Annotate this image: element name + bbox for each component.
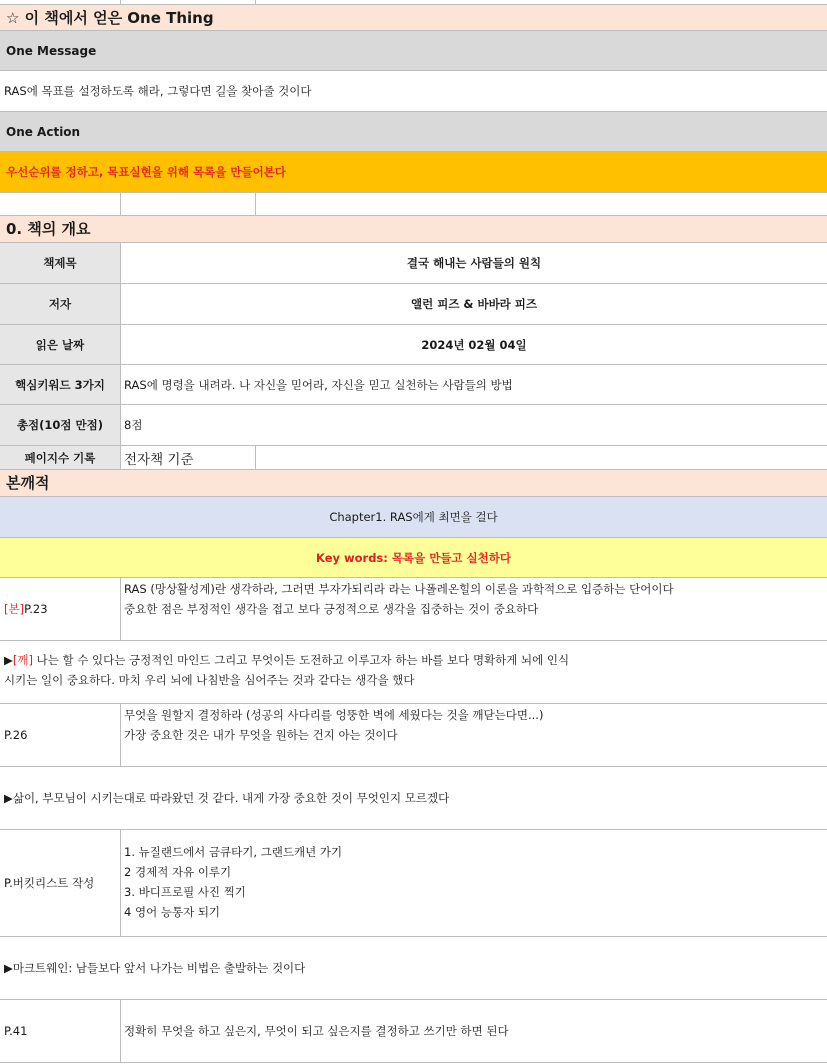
one-message-text-row[interactable] bbox=[0, 71, 827, 112]
entry-page: P.41 bbox=[4, 1024, 28, 1038]
reflection-arrow: ▶ bbox=[4, 653, 13, 667]
entry-row bbox=[0, 1000, 827, 1063]
entry-row bbox=[0, 704, 827, 767]
one-message-label: One Message bbox=[6, 43, 97, 58]
overview-label-cell[interactable] bbox=[0, 365, 121, 404]
reflection-row[interactable] bbox=[0, 937, 827, 1000]
bucket-list-item: 3. 바디프로필 사진 찍기 bbox=[124, 885, 246, 899]
one-thing-title: ☆ 이 책에서 얻은 One Thing bbox=[6, 9, 214, 27]
content-title: 본깨적 bbox=[6, 474, 50, 492]
note-line: 가장 중요한 것은 내가 무엇을 원하는 건지 아는 것이다 bbox=[124, 728, 398, 742]
entry-row bbox=[0, 830, 827, 937]
overview-value-cell[interactable] bbox=[121, 243, 827, 283]
one-action-label-row[interactable] bbox=[0, 112, 827, 152]
one-message-label-row[interactable] bbox=[0, 31, 827, 71]
author-value: 앨런 피즈 & 바바라 피즈 bbox=[410, 297, 538, 311]
overview-label-cell[interactable] bbox=[0, 284, 121, 324]
entry-page: P.23 bbox=[24, 602, 48, 616]
page-record-label: 페이지수 기록 bbox=[24, 450, 96, 465]
overview-title: 0. 책의 개요 bbox=[6, 220, 91, 238]
overview-row-keywords bbox=[0, 365, 827, 405]
one-action-text-row[interactable] bbox=[0, 152, 827, 193]
score-value: 8점 bbox=[124, 418, 143, 432]
book-title-value: 결국 해내는 사람들의 원칙 bbox=[406, 256, 542, 270]
chapter-row[interactable] bbox=[0, 497, 827, 538]
overview-row-pages bbox=[0, 446, 827, 470]
overview-row-title bbox=[0, 243, 827, 284]
page-cell[interactable] bbox=[0, 830, 121, 936]
note-cell[interactable] bbox=[121, 578, 827, 640]
reflection-row[interactable] bbox=[0, 641, 827, 704]
overview-value-cell[interactable] bbox=[121, 405, 827, 445]
blank-row bbox=[0, 193, 827, 216]
score-label: 총점(10점 만점) bbox=[16, 418, 104, 432]
book-title-label: 책제목 bbox=[43, 256, 77, 270]
keywords-value: RAS에 명령을 내려라. 나 자신을 믿어라, 자신을 믿고 실천하는 사람들의 방법 bbox=[124, 377, 513, 392]
note-line: 무엇을 원할지 결정하라 (성공의 사다리를 엉뚱한 벽에 세웠다는 것을 깨닫는다면...) bbox=[124, 708, 544, 722]
entry-page-prefix: [본] bbox=[4, 602, 25, 616]
overview-row-author bbox=[0, 284, 827, 325]
bucket-list-item: 2 경제적 자유 이루기 bbox=[124, 865, 232, 879]
overview-label-cell[interactable] bbox=[0, 325, 121, 364]
content-title-row bbox=[0, 470, 827, 497]
keywords-row[interactable] bbox=[0, 538, 827, 578]
chapter-keywords: Key words: 목록을 만들고 실천하다 bbox=[316, 550, 511, 565]
overview-value-cell[interactable] bbox=[121, 365, 827, 404]
entry-page: P.26 bbox=[4, 728, 28, 742]
page-cell[interactable] bbox=[0, 1000, 121, 1062]
cell[interactable] bbox=[0, 0, 121, 4]
overview-label-cell[interactable] bbox=[0, 405, 121, 445]
overview-value-cell[interactable] bbox=[121, 284, 827, 324]
overview-label-cell[interactable] bbox=[0, 243, 121, 283]
reflection-line: 시키는 일이 중요하다. 마치 우리 뇌에 나침반을 심어주는 것과 같다는 생각을 했다 bbox=[4, 673, 415, 687]
entry-page: P.버킷리스트 작성 bbox=[4, 876, 95, 890]
note-line: RAS (망상활성계)란 생각하라, 그러면 부자가되리라 라는 나폴레온힐의 이론을 과학적으로 입증하는 단어이다 bbox=[124, 582, 674, 596]
overview-label-cell[interactable] bbox=[0, 446, 121, 469]
one-thing-title-row bbox=[0, 5, 827, 31]
reflection-row[interactable] bbox=[0, 767, 827, 830]
chapter-title: Chapter1. RAS에게 최면을 걸다 bbox=[329, 510, 498, 524]
author-label: 저자 bbox=[48, 297, 72, 311]
cell[interactable] bbox=[121, 193, 256, 215]
cell[interactable] bbox=[0, 193, 121, 215]
bucket-list-item: 4 영어 능통자 되기 bbox=[124, 905, 221, 919]
page-cell[interactable] bbox=[0, 578, 121, 640]
bucket-list-item: 1. 뉴질랜드에서 금큐타기, 그랜드캐년 가기 bbox=[124, 845, 343, 859]
page-record-value: 전자책 기준 bbox=[124, 451, 194, 468]
note-cell[interactable] bbox=[121, 704, 827, 766]
cell[interactable] bbox=[121, 0, 256, 4]
read-date-value: 2024년 02월 04일 bbox=[421, 337, 527, 352]
entry-row bbox=[0, 578, 827, 641]
overview-row-date bbox=[0, 325, 827, 365]
reflection-tag: [깨] bbox=[12, 653, 33, 667]
note-cell[interactable] bbox=[121, 1000, 827, 1062]
overview-row-score bbox=[0, 405, 827, 446]
one-action-label: One Action bbox=[6, 124, 81, 139]
reflection-text: ▶삶이, 부모님이 시키는대로 따라왔던 것 같다. 내게 가장 중요한 것이 무엇인지 모르겠다 bbox=[4, 791, 450, 805]
overview-value-cell[interactable] bbox=[121, 325, 827, 364]
reflection-text: ▶마크트웨인: 남들보다 앞서 나가는 비법은 출발하는 것이다 bbox=[4, 961, 306, 975]
one-message-text: RAS에 목표를 설정하도록 해라, 그렇다면 길을 찾아줄 것이다 bbox=[4, 84, 312, 98]
page-cell[interactable] bbox=[0, 704, 121, 766]
keywords-label: 핵심키워드 3가지 bbox=[15, 377, 105, 392]
note-line: 정확히 무엇을 하고 싶은지, 무엇이 되고 싶은지를 결정하고 쓰기만 하면 된다 bbox=[124, 1024, 509, 1038]
one-action-text: 우선순위를 정하고, 목표실현을 위해 목록을 만들어본다 bbox=[6, 165, 286, 179]
overview-title-row bbox=[0, 216, 827, 243]
read-date-label: 읽은 날짜 bbox=[35, 337, 85, 352]
reflection-line: 나는 할 수 있다는 긍정적인 마인드 그리고 무엇이든 도전하고 이루고자 하는 바를 보다 명확하게 뇌에 인식 bbox=[32, 653, 570, 667]
note-line: 중요한 점은 부정적인 생각을 접고 보다 긍정적으로 생각을 집중하는 것이 중요하다 bbox=[124, 602, 539, 616]
note-cell[interactable] bbox=[121, 830, 827, 936]
overview-value-cell[interactable] bbox=[121, 446, 256, 469]
